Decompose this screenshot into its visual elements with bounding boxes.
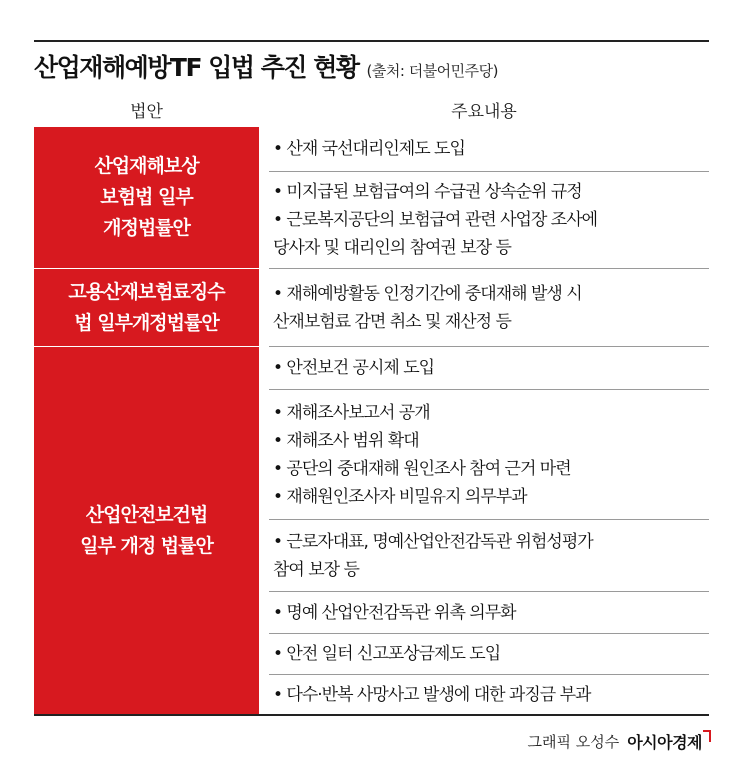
source-note: (출처: 더불어민주당)	[366, 62, 498, 80]
content-row	[269, 592, 709, 633]
credit	[528, 730, 712, 753]
content-row	[269, 172, 709, 268]
content-line: • 명예 산업안전감독관 위촉 의무화	[273, 602, 516, 623]
content-row	[269, 347, 709, 389]
table-headers	[34, 97, 709, 123]
law-cell-occupational-safety	[34, 347, 259, 715]
content-line: • 안전 일터 신고포상금제도 도입	[273, 644, 501, 664]
brand-label: 아시아경제	[627, 733, 702, 752]
bottom-rule	[34, 714, 709, 716]
content-line: • 다수·반복 사망사고 발생에 대한 과징금 부과	[273, 685, 591, 705]
law-line: 일부 개정 법률안	[80, 535, 213, 557]
law-line: 산업안전보건법	[85, 504, 208, 526]
content-line: • 재해조사 범위 확대	[273, 430, 419, 451]
content-line: • 재해조사보고서 공개	[273, 402, 430, 423]
content-row	[269, 675, 709, 715]
bill-table	[34, 127, 709, 715]
law-cell-industrial-accident-insurance	[34, 127, 259, 268]
content-line: 산재보험료 감면 취소 및 재산정 등	[273, 311, 511, 332]
header-content: 주요내용	[451, 102, 517, 122]
content-line: 당사자 및 대리인의 참여권 보장 등	[273, 238, 511, 258]
law-line: 고용산재보험료징수	[68, 280, 225, 303]
law-line: 개정법률안	[103, 217, 190, 239]
content-line: • 안전보건 공시제 도입	[273, 358, 435, 378]
content-row	[269, 390, 709, 519]
title-row	[34, 48, 498, 84]
content-line: • 미지급된 보험급여의 수급권 상속순위 규정	[273, 182, 582, 202]
content-line: • 근로복지공단의 보험급여 관련 사업장 조사에	[273, 210, 598, 230]
content-row	[269, 520, 709, 591]
law-cell-premium-collection	[34, 269, 259, 346]
law-line: 법 일부개정법률안	[74, 311, 219, 334]
brand-name	[627, 730, 711, 753]
credit-text: 그래픽 오성수	[527, 733, 620, 751]
content-line: • 재해원인조사자 비밀유지 의무부과	[273, 486, 527, 507]
content-row	[269, 634, 709, 674]
content-row	[269, 127, 709, 171]
content-row	[269, 269, 709, 346]
header-law: 법안	[130, 102, 163, 122]
page-title: 산업재해예방TF 입법 추진 현황	[34, 53, 359, 82]
content-line: • 공단의 중대재해 원인조사 참여 근거 마련	[273, 458, 571, 479]
brand-mark-icon	[703, 730, 711, 742]
content-line: • 산재 국선대리인제도 도입	[273, 139, 465, 159]
law-line: 보험법 일부	[100, 186, 193, 208]
content-line: • 재해예방활동 인정기간에 중대재해 발생 시	[273, 283, 582, 304]
law-line: 산업재해보상	[94, 155, 199, 177]
content-line: 참여 보장 등	[273, 559, 359, 580]
top-rule	[34, 40, 709, 42]
content-line: • 근로자대표, 명예산업안전감독관 위험성평가	[273, 531, 593, 552]
